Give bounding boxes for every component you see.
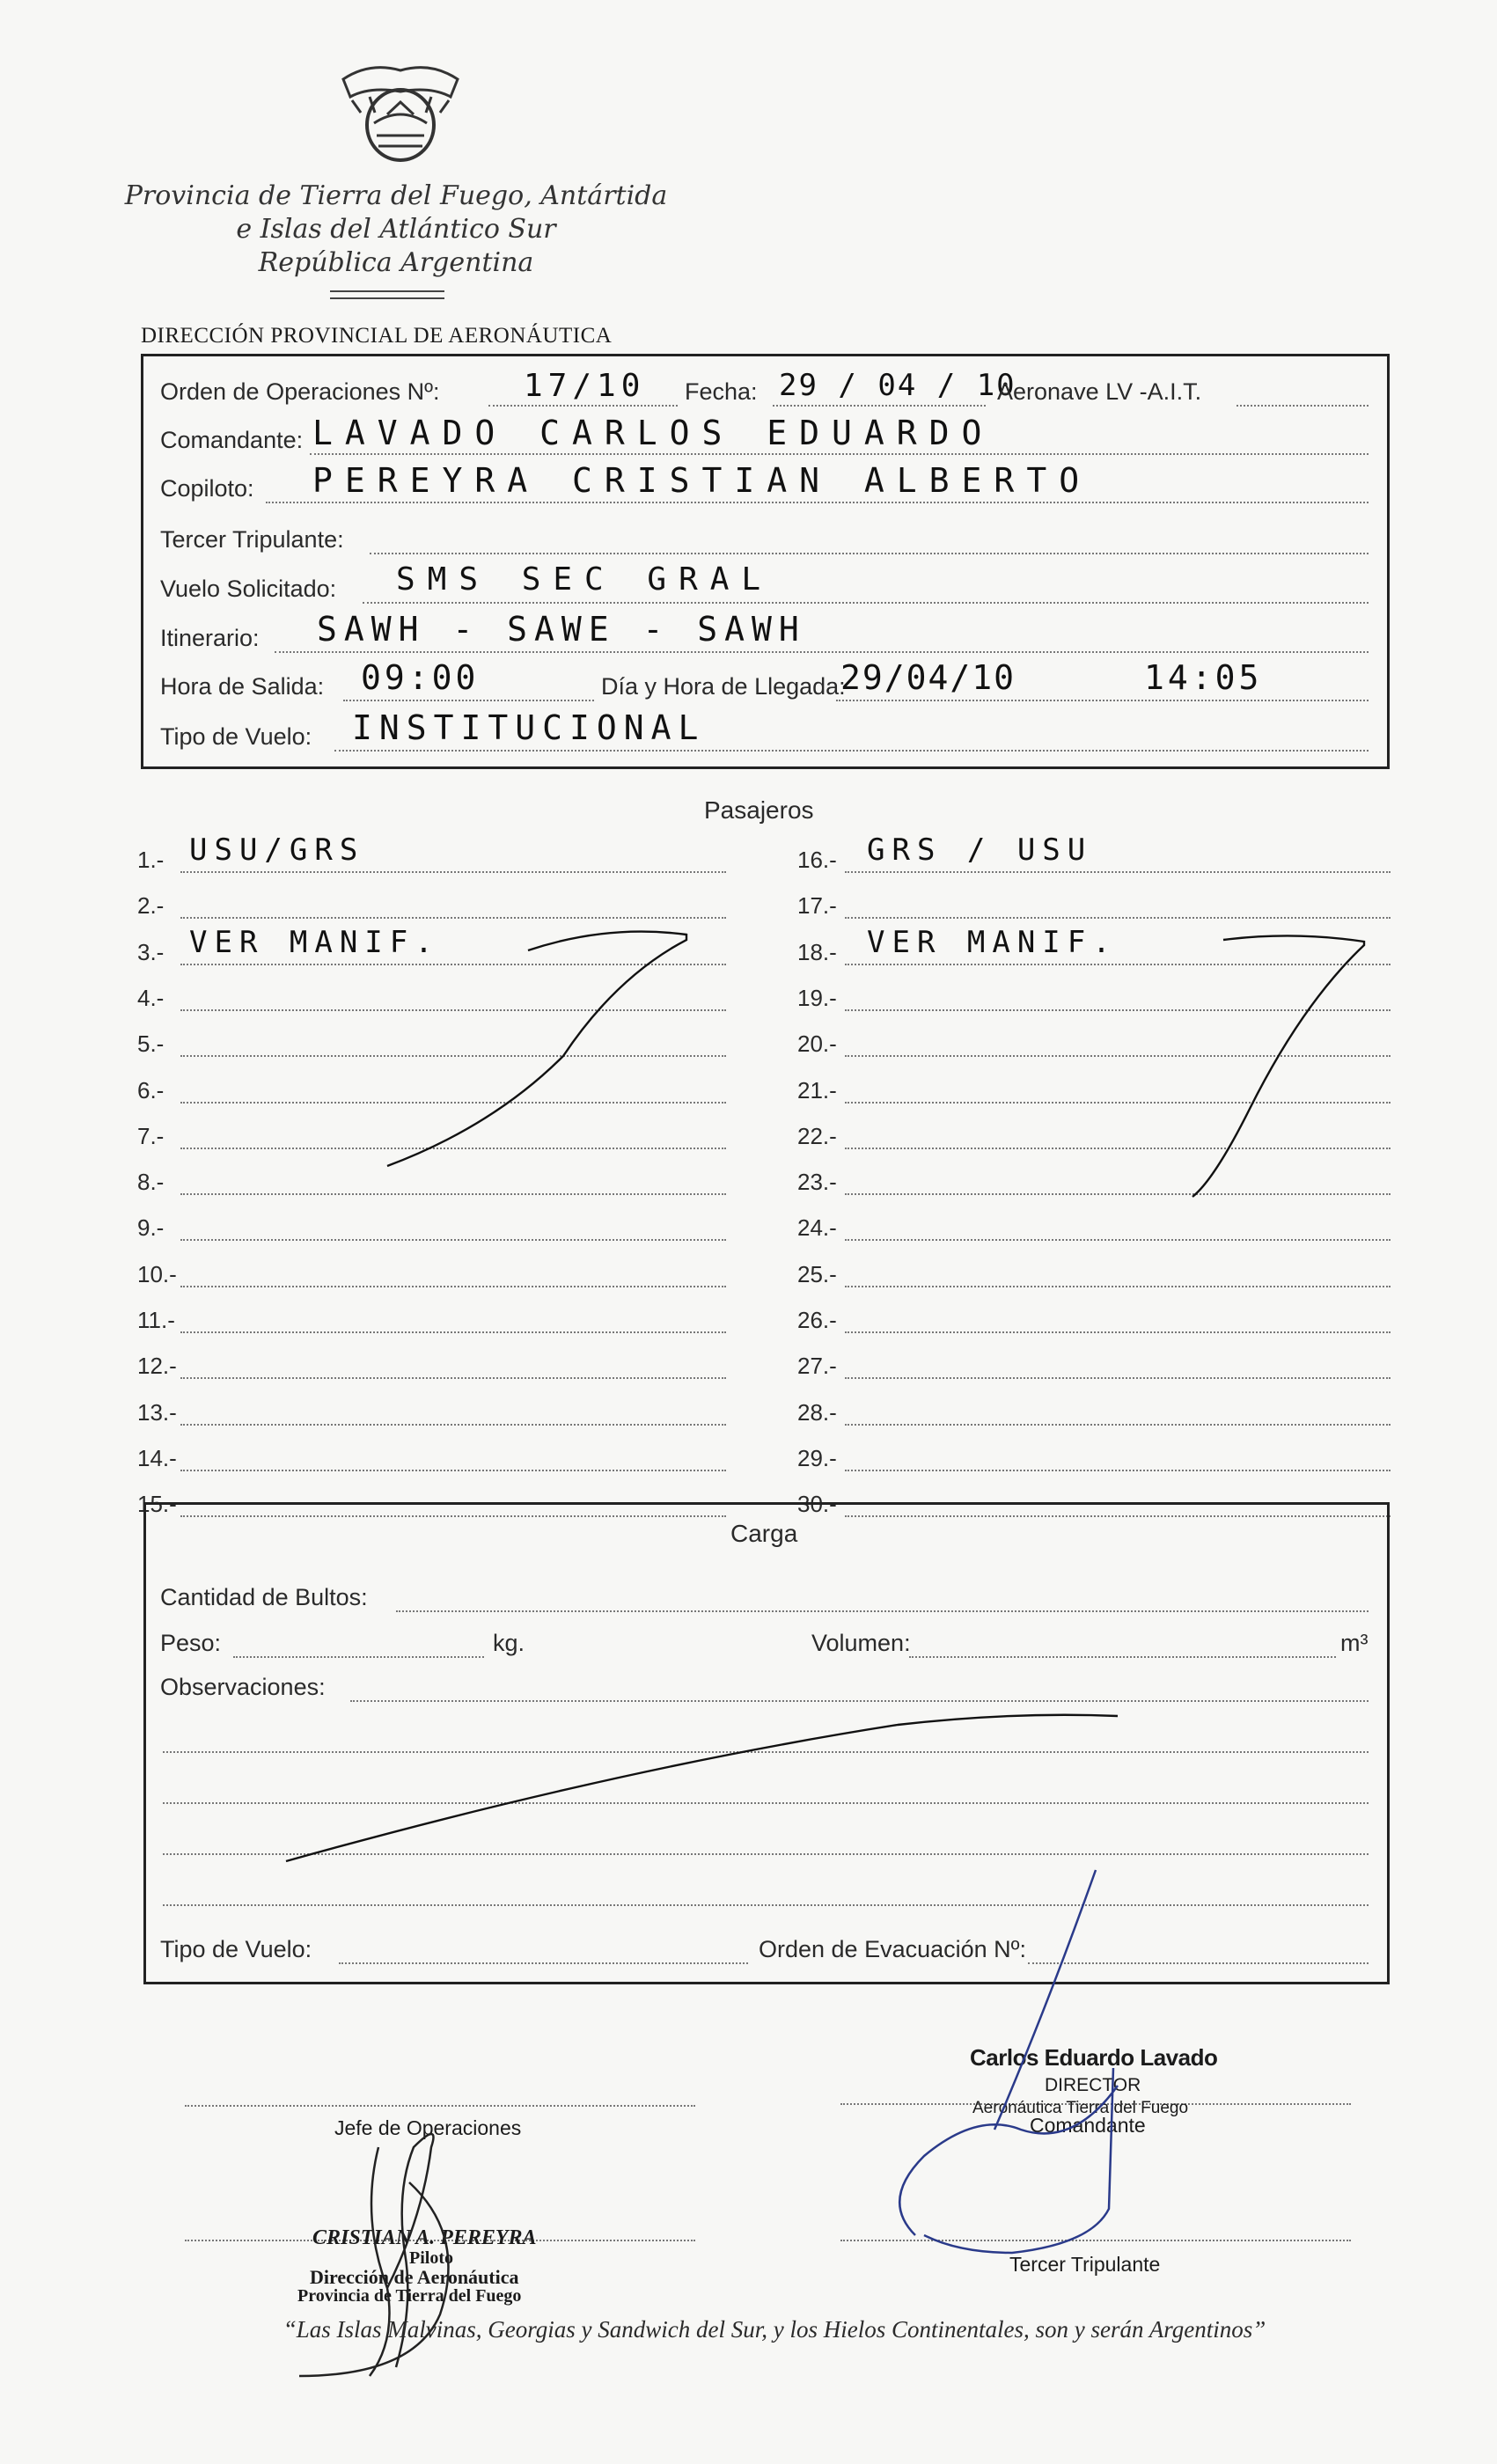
province-name-line1: Provincia de Tierra del Fuego, Antártida bbox=[124, 180, 668, 211]
passenger-number: 5.- bbox=[137, 1030, 165, 1057]
requested-flight-value: SMS SEC GRAL bbox=[396, 561, 774, 598]
weight-label: Peso: bbox=[160, 1630, 222, 1656]
arrival-label: Día y Hora de Llegada: bbox=[601, 673, 846, 700]
director-handwritten-signature bbox=[827, 1866, 1250, 2270]
passenger-number: 9.- bbox=[137, 1214, 165, 1241]
packages-label: Cantidad de Bultos: bbox=[160, 1584, 368, 1610]
passenger-number: 7.- bbox=[137, 1123, 165, 1149]
passenger-value: USU/GRS bbox=[189, 832, 365, 868]
passenger-number: 23.- bbox=[797, 1169, 837, 1195]
passengers-title: Pasajeros bbox=[704, 796, 814, 824]
observations-label: Observaciones: bbox=[160, 1674, 326, 1700]
observations-strikethrough bbox=[0, 1672, 1497, 1936]
footer-motto: “Las Islas Malvinas, Georgias y Sandwich del Sur, y los Hielos Continentales, son y serán Argentinos” bbox=[283, 2316, 1266, 2343]
passenger-number: 30.- bbox=[797, 1491, 837, 1517]
date-label: Fecha: bbox=[685, 378, 758, 405]
itinerary-label: Itinerario: bbox=[160, 625, 260, 651]
aircraft-label: Aeronave LV -A.I.T. bbox=[997, 378, 1202, 405]
cargo-title: Carga bbox=[730, 1520, 798, 1547]
passenger-number: 17.- bbox=[797, 892, 837, 919]
directorate-title: DIRECCIÓN PROVINCIAL DE AERONÁUTICA bbox=[141, 324, 613, 348]
packages-dotted-line bbox=[396, 1610, 1369, 1612]
cargo-flight-type-dotted-line bbox=[339, 1962, 748, 1964]
third-crew-label: Tercer Tripulante bbox=[1009, 2253, 1161, 2276]
pilot-stamp-name: CRISTIAN A. PEREYRA bbox=[312, 2226, 537, 2249]
pilot-stamp-org2: Provincia de Tierra del Fuego bbox=[297, 2286, 522, 2306]
passenger-number: 15.- bbox=[137, 1491, 177, 1517]
director-stamp-name: Carlos Eduardo Lavado bbox=[970, 2044, 1218, 2071]
pilot-stamp-org1: Dirección de Aeronáutica bbox=[310, 2266, 519, 2288]
province-name-line3: República Argentina bbox=[258, 247, 534, 278]
passenger-number: 13.- bbox=[137, 1399, 177, 1426]
order-label: Orden de Operaciones Nº: bbox=[160, 378, 440, 405]
commander-value: LAVADO CARLOS EDUARDO bbox=[312, 414, 994, 452]
province-name-line2: e Islas del Atlántico Sur bbox=[236, 214, 556, 245]
ops-chief-label: Jefe de Operaciones bbox=[334, 2116, 522, 2139]
passenger-number: 28.- bbox=[797, 1399, 837, 1426]
flight-type-label: Tipo de Vuelo: bbox=[160, 723, 312, 750]
passenger-value: VER MANIF. bbox=[867, 925, 1118, 960]
date-value: 29 / 04 / 10 bbox=[779, 368, 1016, 403]
passenger-number: 16.- bbox=[797, 847, 837, 873]
commander-label: Comandante bbox=[1030, 2114, 1146, 2137]
passenger-value: VER MANIF. bbox=[189, 925, 440, 960]
volume-label: Volumen: bbox=[811, 1630, 911, 1656]
passenger-number: 14.- bbox=[137, 1445, 177, 1471]
passenger-number: 18.- bbox=[797, 939, 837, 965]
passenger-number: 20.- bbox=[797, 1030, 837, 1057]
passenger-number: 26.- bbox=[797, 1307, 837, 1333]
passenger-number: 3.- bbox=[137, 939, 165, 965]
copilot-value: PEREYRA CRISTIAN ALBERTO bbox=[312, 461, 1092, 500]
passenger-number: 6.- bbox=[137, 1077, 165, 1104]
pilot-handwritten-signature bbox=[264, 2112, 554, 2394]
evacuation-order-label: Orden de Evacuación Nº: bbox=[759, 1936, 1027, 1962]
arrival-date-value: 29/04/10 bbox=[840, 658, 1016, 697]
departure-label: Hora de Salida: bbox=[160, 673, 325, 700]
ops-chief-signature-line bbox=[185, 2105, 695, 2107]
itinerary-value: SAWH - SAWE - SAWH bbox=[317, 610, 806, 649]
passenger-number: 22.- bbox=[797, 1123, 837, 1149]
passenger-number: 25.- bbox=[797, 1261, 837, 1287]
flight-type-value: INSTITUCIONAL bbox=[352, 708, 706, 747]
passenger-number: 29.- bbox=[797, 1445, 837, 1471]
passenger-number: 11.- bbox=[137, 1307, 175, 1333]
director-stamp-title: DIRECTOR bbox=[1045, 2075, 1141, 2095]
arrival-time-value: 14:05 bbox=[1144, 658, 1263, 697]
passenger-number: 19.- bbox=[797, 985, 837, 1011]
passenger-number: 12.- bbox=[137, 1353, 177, 1379]
passenger-number: 21.- bbox=[797, 1077, 837, 1104]
departure-value: 09:00 bbox=[361, 658, 480, 697]
volume-dotted-line bbox=[909, 1656, 1336, 1658]
passenger-number: 1.- bbox=[137, 847, 165, 873]
commander-label: Comandante: bbox=[160, 427, 304, 453]
weight-unit: kg. bbox=[493, 1630, 525, 1656]
third-crew-label: Tercer Tripulante: bbox=[160, 526, 344, 553]
passenger-number: 2.- bbox=[137, 892, 165, 919]
passenger-number: 4.- bbox=[137, 985, 165, 1011]
pilot-stamp-title: Piloto bbox=[409, 2248, 453, 2268]
passenger-value: GRS / USU bbox=[867, 832, 1093, 868]
cargo-flight-type-label: Tipo de Vuelo: bbox=[160, 1936, 312, 1962]
director-stamp-org: Aeronáutica Tierra del Fuego bbox=[972, 2099, 1189, 2117]
passenger-number: 24.- bbox=[797, 1214, 837, 1241]
requested-flight-label: Vuelo Solicitado: bbox=[160, 576, 337, 602]
passenger-number: 10.- bbox=[137, 1261, 177, 1287]
passenger-number: 8.- bbox=[137, 1169, 165, 1195]
weight-dotted-line bbox=[233, 1656, 484, 1658]
volume-unit: m³ bbox=[1340, 1630, 1369, 1656]
order-value: 17/10 bbox=[524, 368, 646, 404]
copilot-label: Copiloto: bbox=[160, 475, 254, 502]
passenger-number: 27.- bbox=[797, 1353, 837, 1379]
